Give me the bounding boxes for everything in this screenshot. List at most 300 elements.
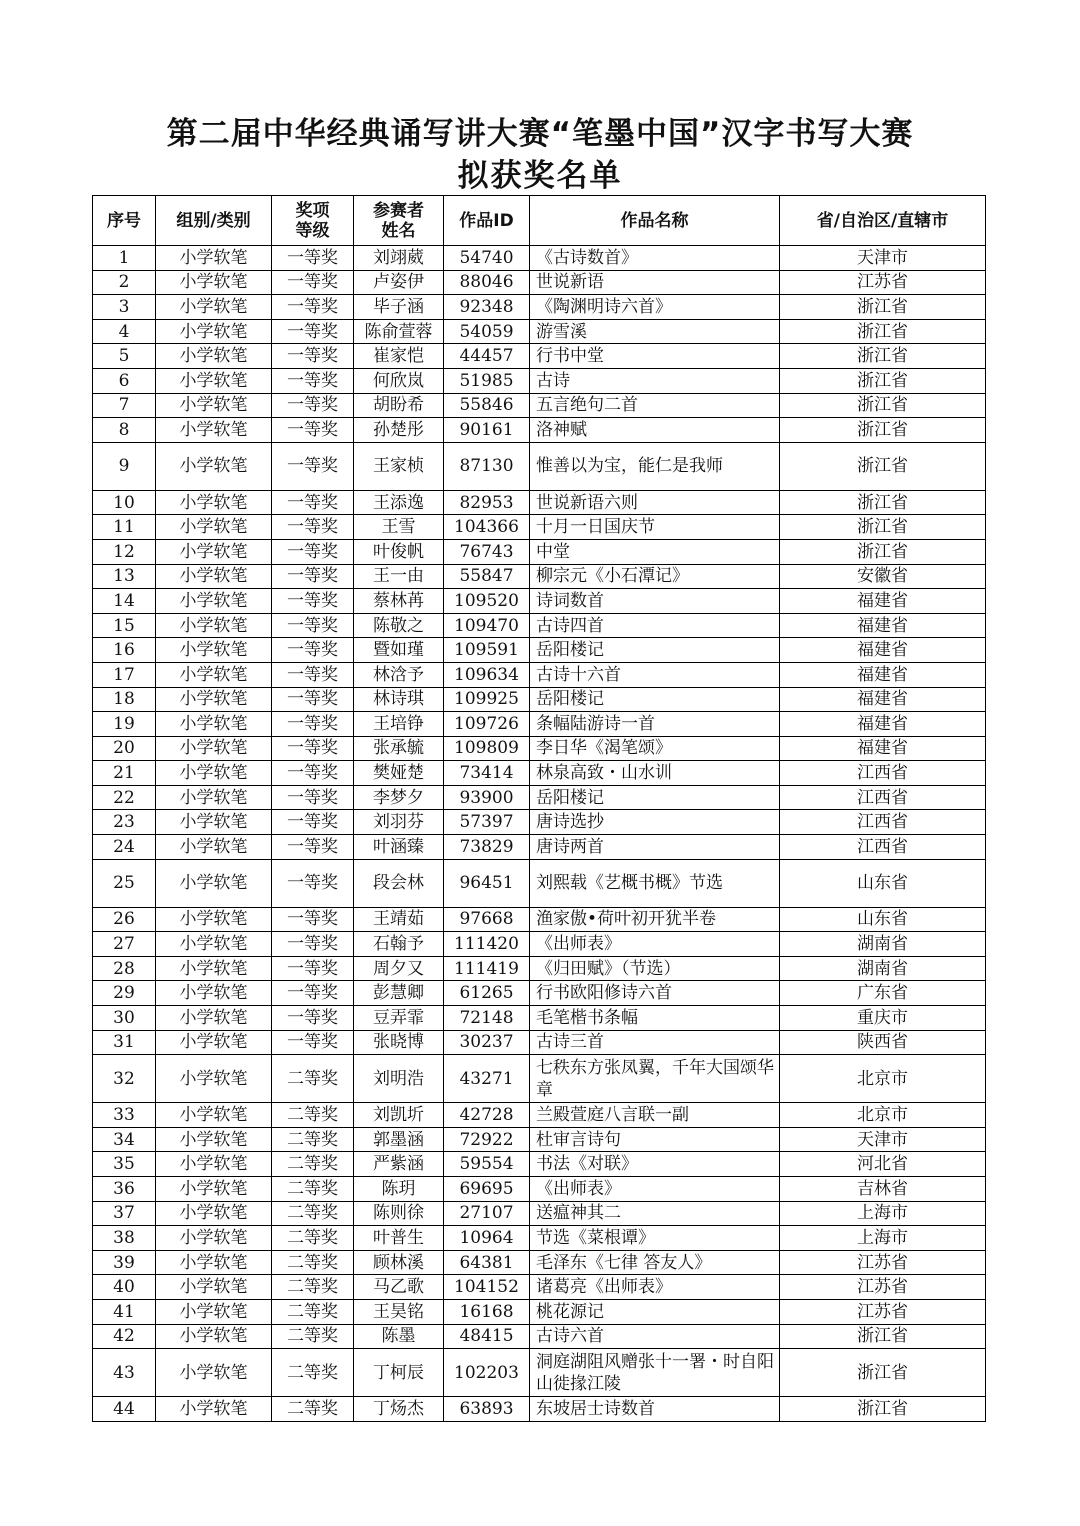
cell-entrant: 王培铮 bbox=[354, 712, 444, 737]
cell-award: 一等奖 bbox=[272, 490, 354, 515]
cell-work-name: 《出师表》 bbox=[530, 932, 780, 957]
table-row bbox=[93, 810, 986, 835]
cell-work-name: 中堂 bbox=[530, 539, 780, 564]
cell-work-name: 唐诗选抄 bbox=[530, 810, 780, 835]
cell-region: 江西省 bbox=[780, 835, 986, 860]
cell-seq: 25 bbox=[93, 859, 156, 907]
cell-entrant: 张承毓 bbox=[354, 736, 444, 761]
cell-work-name: 刘熙载《艺概书概》节选 bbox=[530, 859, 780, 907]
cell-seq: 12 bbox=[93, 539, 156, 564]
table-row bbox=[93, 687, 986, 712]
cell-group: 小学软笔 bbox=[156, 932, 272, 957]
cell-award: 一等奖 bbox=[272, 393, 354, 418]
cell-seq: 32 bbox=[93, 1055, 156, 1103]
cell-work-name: 岳阳楼记 bbox=[530, 785, 780, 810]
cell-award: 一等奖 bbox=[272, 344, 354, 369]
cell-group: 小学软笔 bbox=[156, 907, 272, 932]
cell-work-name: 古诗六首 bbox=[530, 1324, 780, 1349]
table-row bbox=[93, 1103, 986, 1128]
cell-award: 一等奖 bbox=[272, 1006, 354, 1031]
cell-seq: 23 bbox=[93, 810, 156, 835]
cell-seq: 35 bbox=[93, 1152, 156, 1177]
cell-award: 一等奖 bbox=[272, 246, 354, 271]
cell-work-id: 109726 bbox=[444, 712, 530, 737]
cell-group: 小学软笔 bbox=[156, 1324, 272, 1349]
cell-region: 浙江省 bbox=[780, 393, 986, 418]
cell-award: 一等奖 bbox=[272, 295, 354, 320]
cell-work-id: 42728 bbox=[444, 1103, 530, 1128]
cell-entrant: 王雪 bbox=[354, 515, 444, 540]
cell-region: 福建省 bbox=[780, 712, 986, 737]
cell-work-id: 109470 bbox=[444, 613, 530, 638]
cell-work-name: 《古诗数首》 bbox=[530, 246, 780, 271]
table-row bbox=[93, 564, 986, 589]
cell-work-id: 109591 bbox=[444, 638, 530, 663]
cell-work-name: 岳阳楼记 bbox=[530, 638, 780, 663]
cell-award: 一等奖 bbox=[272, 981, 354, 1006]
cell-region: 吉林省 bbox=[780, 1177, 986, 1202]
cell-work-id: 109809 bbox=[444, 736, 530, 761]
table-row bbox=[93, 393, 986, 418]
cell-group: 小学软笔 bbox=[156, 1030, 272, 1055]
cell-award: 二等奖 bbox=[272, 1226, 354, 1251]
cell-award: 一等奖 bbox=[272, 442, 354, 490]
cell-work-id: 76743 bbox=[444, 539, 530, 564]
cell-group: 小学软笔 bbox=[156, 1397, 272, 1422]
table-row bbox=[93, 1397, 986, 1422]
cell-seq: 15 bbox=[93, 613, 156, 638]
cell-entrant: 樊娅楚 bbox=[354, 761, 444, 786]
cell-group: 小学软笔 bbox=[156, 1250, 272, 1275]
cell-region: 上海市 bbox=[780, 1201, 986, 1226]
table-row bbox=[93, 956, 986, 981]
cell-group: 小学软笔 bbox=[156, 515, 272, 540]
header-work-name: 作品名称 bbox=[530, 196, 780, 246]
cell-region: 山东省 bbox=[780, 907, 986, 932]
cell-group: 小学软笔 bbox=[156, 295, 272, 320]
cell-entrant: 王靖茹 bbox=[354, 907, 444, 932]
cell-seq: 30 bbox=[93, 1006, 156, 1031]
cell-seq: 36 bbox=[93, 1177, 156, 1202]
cell-group: 小学软笔 bbox=[156, 344, 272, 369]
cell-group: 小学软笔 bbox=[156, 442, 272, 490]
cell-seq: 4 bbox=[93, 319, 156, 344]
cell-entrant: 李梦夕 bbox=[354, 785, 444, 810]
table-row bbox=[93, 761, 986, 786]
table-row bbox=[93, 295, 986, 320]
cell-award: 一等奖 bbox=[272, 368, 354, 393]
cell-work-id: 82953 bbox=[444, 490, 530, 515]
table-row bbox=[93, 1226, 986, 1251]
table-row bbox=[93, 1030, 986, 1055]
cell-seq: 26 bbox=[93, 907, 156, 932]
cell-region: 福建省 bbox=[780, 613, 986, 638]
cell-award: 一等奖 bbox=[272, 589, 354, 614]
cell-work-id: 61265 bbox=[444, 981, 530, 1006]
cell-entrant: 张晓博 bbox=[354, 1030, 444, 1055]
cell-entrant: 马乙歌 bbox=[354, 1275, 444, 1300]
cell-region: 天津市 bbox=[780, 1127, 986, 1152]
cell-region: 重庆市 bbox=[780, 1006, 986, 1031]
cell-group: 小学软笔 bbox=[156, 613, 272, 638]
cell-entrant: 丁炀杰 bbox=[354, 1397, 444, 1422]
cell-entrant: 林诗琪 bbox=[354, 687, 444, 712]
header-region: 省/自治区/直辖市 bbox=[780, 196, 986, 246]
cell-group: 小学软笔 bbox=[156, 687, 272, 712]
cell-work-id: 10964 bbox=[444, 1226, 530, 1251]
cell-group: 小学软笔 bbox=[156, 785, 272, 810]
cell-seq: 14 bbox=[93, 589, 156, 614]
cell-entrant: 顾林溪 bbox=[354, 1250, 444, 1275]
cell-region: 山东省 bbox=[780, 859, 986, 907]
cell-region: 河北省 bbox=[780, 1152, 986, 1177]
table-row bbox=[93, 319, 986, 344]
cell-work-id: 109925 bbox=[444, 687, 530, 712]
table-row bbox=[93, 712, 986, 737]
cell-award: 一等奖 bbox=[272, 687, 354, 712]
cell-seq: 37 bbox=[93, 1201, 156, 1226]
cell-work-name: 《出师表》 bbox=[530, 1177, 780, 1202]
cell-work-id: 72922 bbox=[444, 1127, 530, 1152]
cell-work-id: 111419 bbox=[444, 956, 530, 981]
cell-group: 小学软笔 bbox=[156, 1349, 272, 1397]
cell-award: 二等奖 bbox=[272, 1055, 354, 1103]
cell-award: 一等奖 bbox=[272, 736, 354, 761]
table-body bbox=[93, 246, 986, 1422]
cell-region: 江苏省 bbox=[780, 1299, 986, 1324]
cell-entrant: 陈敬之 bbox=[354, 613, 444, 638]
document-subtitle: 拟获奖名单 bbox=[457, 158, 623, 194]
cell-entrant: 卢姿伊 bbox=[354, 270, 444, 295]
table-row bbox=[93, 932, 986, 957]
cell-work-id: 73829 bbox=[444, 835, 530, 860]
cell-award: 二等奖 bbox=[272, 1152, 354, 1177]
cell-group: 小学软笔 bbox=[156, 835, 272, 860]
cell-award: 二等奖 bbox=[272, 1103, 354, 1128]
cell-work-id: 64381 bbox=[444, 1250, 530, 1275]
cell-award: 一等奖 bbox=[272, 613, 354, 638]
table-row bbox=[93, 1006, 986, 1031]
cell-region: 福建省 bbox=[780, 687, 986, 712]
cell-seq: 13 bbox=[93, 564, 156, 589]
cell-work-id: 90161 bbox=[444, 418, 530, 443]
cell-work-name: 行书中堂 bbox=[530, 344, 780, 369]
table-row bbox=[93, 368, 986, 393]
cell-group: 小学软笔 bbox=[156, 1103, 272, 1128]
cell-group: 小学软笔 bbox=[156, 1152, 272, 1177]
cell-award: 一等奖 bbox=[272, 761, 354, 786]
cell-award: 一等奖 bbox=[272, 932, 354, 957]
cell-entrant: 刘羽芬 bbox=[354, 810, 444, 835]
cell-group: 小学软笔 bbox=[156, 736, 272, 761]
cell-work-id: 30237 bbox=[444, 1030, 530, 1055]
cell-entrant: 毕子涵 bbox=[354, 295, 444, 320]
cell-work-name: 古诗三首 bbox=[530, 1030, 780, 1055]
cell-work-name: 送瘟神其二 bbox=[530, 1201, 780, 1226]
cell-entrant: 叶普生 bbox=[354, 1226, 444, 1251]
cell-work-name: 节选《菜根谭》 bbox=[530, 1226, 780, 1251]
table-row bbox=[93, 835, 986, 860]
cell-region: 江西省 bbox=[780, 810, 986, 835]
cell-work-name: 洞庭湖阻风赠张十一署・时自阳山徙掾江陵 bbox=[530, 1349, 780, 1397]
cell-group: 小学软笔 bbox=[156, 859, 272, 907]
cell-entrant: 陈玥 bbox=[354, 1177, 444, 1202]
cell-region: 北京市 bbox=[780, 1103, 986, 1128]
cell-entrant: 孙楚彤 bbox=[354, 418, 444, 443]
cell-seq: 19 bbox=[93, 712, 156, 737]
cell-region: 福建省 bbox=[780, 662, 986, 687]
cell-seq: 3 bbox=[93, 295, 156, 320]
cell-work-id: 92348 bbox=[444, 295, 530, 320]
cell-work-id: 54740 bbox=[444, 246, 530, 271]
cell-work-id: 63893 bbox=[444, 1397, 530, 1422]
cell-work-id: 109520 bbox=[444, 589, 530, 614]
award-table bbox=[92, 195, 986, 1422]
cell-entrant: 豆弄霏 bbox=[354, 1006, 444, 1031]
cell-award: 二等奖 bbox=[272, 1349, 354, 1397]
cell-seq: 22 bbox=[93, 785, 156, 810]
cell-award: 一等奖 bbox=[272, 418, 354, 443]
cell-work-id: 109634 bbox=[444, 662, 530, 687]
cell-region: 浙江省 bbox=[780, 1324, 986, 1349]
cell-region: 湖南省 bbox=[780, 932, 986, 957]
cell-seq: 42 bbox=[93, 1324, 156, 1349]
cell-seq: 29 bbox=[93, 981, 156, 1006]
cell-award: 一等奖 bbox=[272, 859, 354, 907]
cell-work-id: 55846 bbox=[444, 393, 530, 418]
cell-work-name: 毛泽东《七律 答友人》 bbox=[530, 1250, 780, 1275]
cell-work-id: 87130 bbox=[444, 442, 530, 490]
cell-group: 小学软笔 bbox=[156, 956, 272, 981]
cell-seq: 24 bbox=[93, 835, 156, 860]
table-row bbox=[93, 859, 986, 907]
table-row bbox=[93, 1201, 986, 1226]
cell-seq: 33 bbox=[93, 1103, 156, 1128]
cell-seq: 9 bbox=[93, 442, 156, 490]
table-row bbox=[93, 1177, 986, 1202]
cell-work-name: 世说新语六则 bbox=[530, 490, 780, 515]
cell-award: 一等奖 bbox=[272, 270, 354, 295]
cell-seq: 2 bbox=[93, 270, 156, 295]
cell-award: 一等奖 bbox=[272, 712, 354, 737]
cell-region: 上海市 bbox=[780, 1226, 986, 1251]
table-row bbox=[93, 736, 986, 761]
table-row bbox=[93, 1127, 986, 1152]
cell-work-id: 104152 bbox=[444, 1275, 530, 1300]
cell-award: 一等奖 bbox=[272, 638, 354, 663]
cell-work-name: 行书欧阳修诗六首 bbox=[530, 981, 780, 1006]
cell-work-id: 97668 bbox=[444, 907, 530, 932]
cell-entrant: 王昊铭 bbox=[354, 1299, 444, 1324]
cell-work-name: 七秩东方张凤翼，千年大国颂华章 bbox=[530, 1055, 780, 1103]
cell-work-id: 44457 bbox=[444, 344, 530, 369]
cell-award: 二等奖 bbox=[272, 1324, 354, 1349]
cell-work-name: 林泉高致・山水训 bbox=[530, 761, 780, 786]
cell-region: 北京市 bbox=[780, 1055, 986, 1103]
cell-entrant: 郭墨涵 bbox=[354, 1127, 444, 1152]
table-row bbox=[93, 418, 986, 443]
table-row bbox=[93, 1250, 986, 1275]
cell-entrant: 严紫涵 bbox=[354, 1152, 444, 1177]
cell-entrant: 刘凯圻 bbox=[354, 1103, 444, 1128]
cell-award: 一等奖 bbox=[272, 662, 354, 687]
cell-entrant: 刘明浩 bbox=[354, 1055, 444, 1103]
cell-region: 浙江省 bbox=[780, 319, 986, 344]
cell-award: 二等奖 bbox=[272, 1127, 354, 1152]
cell-work-id: 69695 bbox=[444, 1177, 530, 1202]
cell-group: 小学软笔 bbox=[156, 564, 272, 589]
cell-region: 广东省 bbox=[780, 981, 986, 1006]
cell-seq: 18 bbox=[93, 687, 156, 712]
cell-region: 福建省 bbox=[780, 736, 986, 761]
cell-seq: 43 bbox=[93, 1349, 156, 1397]
table-row bbox=[93, 515, 986, 540]
cell-work-id: 96451 bbox=[444, 859, 530, 907]
cell-work-name: 李日华《渴笔颂》 bbox=[530, 736, 780, 761]
cell-award: 二等奖 bbox=[272, 1397, 354, 1422]
cell-award: 二等奖 bbox=[272, 1177, 354, 1202]
table-row bbox=[93, 490, 986, 515]
cell-work-id: 73414 bbox=[444, 761, 530, 786]
table-row bbox=[93, 270, 986, 295]
cell-award: 一等奖 bbox=[272, 1030, 354, 1055]
cell-seq: 40 bbox=[93, 1275, 156, 1300]
cell-seq: 17 bbox=[93, 662, 156, 687]
cell-work-id: 51985 bbox=[444, 368, 530, 393]
cell-region: 江苏省 bbox=[780, 1275, 986, 1300]
cell-region: 浙江省 bbox=[780, 295, 986, 320]
cell-seq: 10 bbox=[93, 490, 156, 515]
cell-entrant: 彭慧卿 bbox=[354, 981, 444, 1006]
cell-region: 江西省 bbox=[780, 785, 986, 810]
table-header-row bbox=[93, 196, 986, 246]
cell-work-id: 27107 bbox=[444, 1201, 530, 1226]
cell-award: 二等奖 bbox=[272, 1250, 354, 1275]
cell-work-name: 诸葛亮《出师表》 bbox=[530, 1275, 780, 1300]
table-row bbox=[93, 344, 986, 369]
cell-work-id: 111420 bbox=[444, 932, 530, 957]
cell-work-name: 古诗十六首 bbox=[530, 662, 780, 687]
cell-entrant: 王添逸 bbox=[354, 490, 444, 515]
table-row bbox=[93, 981, 986, 1006]
table-row bbox=[93, 1055, 986, 1103]
cell-region: 浙江省 bbox=[780, 1397, 986, 1422]
table-row bbox=[93, 662, 986, 687]
cell-group: 小学软笔 bbox=[156, 712, 272, 737]
table-row bbox=[93, 589, 986, 614]
table-row bbox=[93, 1275, 986, 1300]
cell-entrant: 崔家恺 bbox=[354, 344, 444, 369]
table-row bbox=[93, 1152, 986, 1177]
cell-award: 二等奖 bbox=[272, 1275, 354, 1300]
cell-work-id: 55847 bbox=[444, 564, 530, 589]
cell-seq: 20 bbox=[93, 736, 156, 761]
cell-entrant: 陈墨 bbox=[354, 1324, 444, 1349]
cell-entrant: 王一由 bbox=[354, 564, 444, 589]
header-seq: 序号 bbox=[93, 196, 156, 246]
cell-region: 浙江省 bbox=[780, 1349, 986, 1397]
cell-region: 天津市 bbox=[780, 246, 986, 271]
cell-award: 一等奖 bbox=[272, 907, 354, 932]
cell-group: 小学软笔 bbox=[156, 1055, 272, 1103]
cell-seq: 7 bbox=[93, 393, 156, 418]
cell-entrant: 周夕又 bbox=[354, 956, 444, 981]
cell-group: 小学软笔 bbox=[156, 319, 272, 344]
cell-region: 安徽省 bbox=[780, 564, 986, 589]
cell-entrant: 丁柯辰 bbox=[354, 1349, 444, 1397]
cell-region: 浙江省 bbox=[780, 539, 986, 564]
cell-work-name: 柳宗元《小石潭记》 bbox=[530, 564, 780, 589]
cell-region: 江西省 bbox=[780, 761, 986, 786]
cell-entrant: 林浛予 bbox=[354, 662, 444, 687]
cell-region: 福建省 bbox=[780, 589, 986, 614]
document-title: 第二届中华经典诵写讲大赛“笔墨中国”汉字书写大赛 bbox=[166, 116, 914, 152]
cell-work-id: 16168 bbox=[444, 1299, 530, 1324]
table-row bbox=[93, 246, 986, 271]
cell-group: 小学软笔 bbox=[156, 490, 272, 515]
cell-work-id: 43271 bbox=[444, 1055, 530, 1103]
cell-group: 小学软笔 bbox=[156, 1177, 272, 1202]
table-row bbox=[93, 907, 986, 932]
cell-group: 小学软笔 bbox=[156, 1299, 272, 1324]
cell-region: 浙江省 bbox=[780, 344, 986, 369]
cell-work-name: 古诗 bbox=[530, 368, 780, 393]
cell-seq: 5 bbox=[93, 344, 156, 369]
cell-group: 小学软笔 bbox=[156, 638, 272, 663]
header-award: 奖项等级 bbox=[272, 196, 354, 246]
cell-work-id: 104366 bbox=[444, 515, 530, 540]
cell-award: 一等奖 bbox=[272, 810, 354, 835]
cell-work-id: 57397 bbox=[444, 810, 530, 835]
cell-group: 小学软笔 bbox=[156, 1275, 272, 1300]
cell-seq: 44 bbox=[93, 1397, 156, 1422]
cell-work-name: 世说新语 bbox=[530, 270, 780, 295]
header-work-id: 作品ID bbox=[444, 196, 530, 246]
cell-seq: 31 bbox=[93, 1030, 156, 1055]
cell-entrant: 暨如瑾 bbox=[354, 638, 444, 663]
cell-entrant: 王家桢 bbox=[354, 442, 444, 490]
cell-entrant: 陈俞萱蓉 bbox=[354, 319, 444, 344]
cell-entrant: 刘翊葳 bbox=[354, 246, 444, 271]
cell-seq: 21 bbox=[93, 761, 156, 786]
cell-seq: 39 bbox=[93, 1250, 156, 1275]
cell-work-name: 十月一日国庆节 bbox=[530, 515, 780, 540]
table-row bbox=[93, 442, 986, 490]
cell-seq: 11 bbox=[93, 515, 156, 540]
cell-work-id: 102203 bbox=[444, 1349, 530, 1397]
cell-group: 小学软笔 bbox=[156, 810, 272, 835]
cell-group: 小学软笔 bbox=[156, 1006, 272, 1031]
cell-seq: 16 bbox=[93, 638, 156, 663]
cell-entrant: 何欣岚 bbox=[354, 368, 444, 393]
cell-work-name: 条幅陆游诗一首 bbox=[530, 712, 780, 737]
cell-work-name: 毛笔楷书条幅 bbox=[530, 1006, 780, 1031]
cell-award: 一等奖 bbox=[272, 515, 354, 540]
cell-work-id: 54059 bbox=[444, 319, 530, 344]
cell-work-name: 诗词数首 bbox=[530, 589, 780, 614]
cell-seq: 34 bbox=[93, 1127, 156, 1152]
cell-work-name: 杜审言诗句 bbox=[530, 1127, 780, 1152]
cell-work-id: 88046 bbox=[444, 270, 530, 295]
cell-work-name: 五言绝句二首 bbox=[530, 393, 780, 418]
cell-work-id: 93900 bbox=[444, 785, 530, 810]
cell-group: 小学软笔 bbox=[156, 662, 272, 687]
cell-work-name: 东坡居士诗数首 bbox=[530, 1397, 780, 1422]
cell-work-name: 游雪溪 bbox=[530, 319, 780, 344]
cell-work-name: 渔家傲•荷叶初开犹半卷 bbox=[530, 907, 780, 932]
cell-entrant: 叶俊帆 bbox=[354, 539, 444, 564]
cell-seq: 8 bbox=[93, 418, 156, 443]
